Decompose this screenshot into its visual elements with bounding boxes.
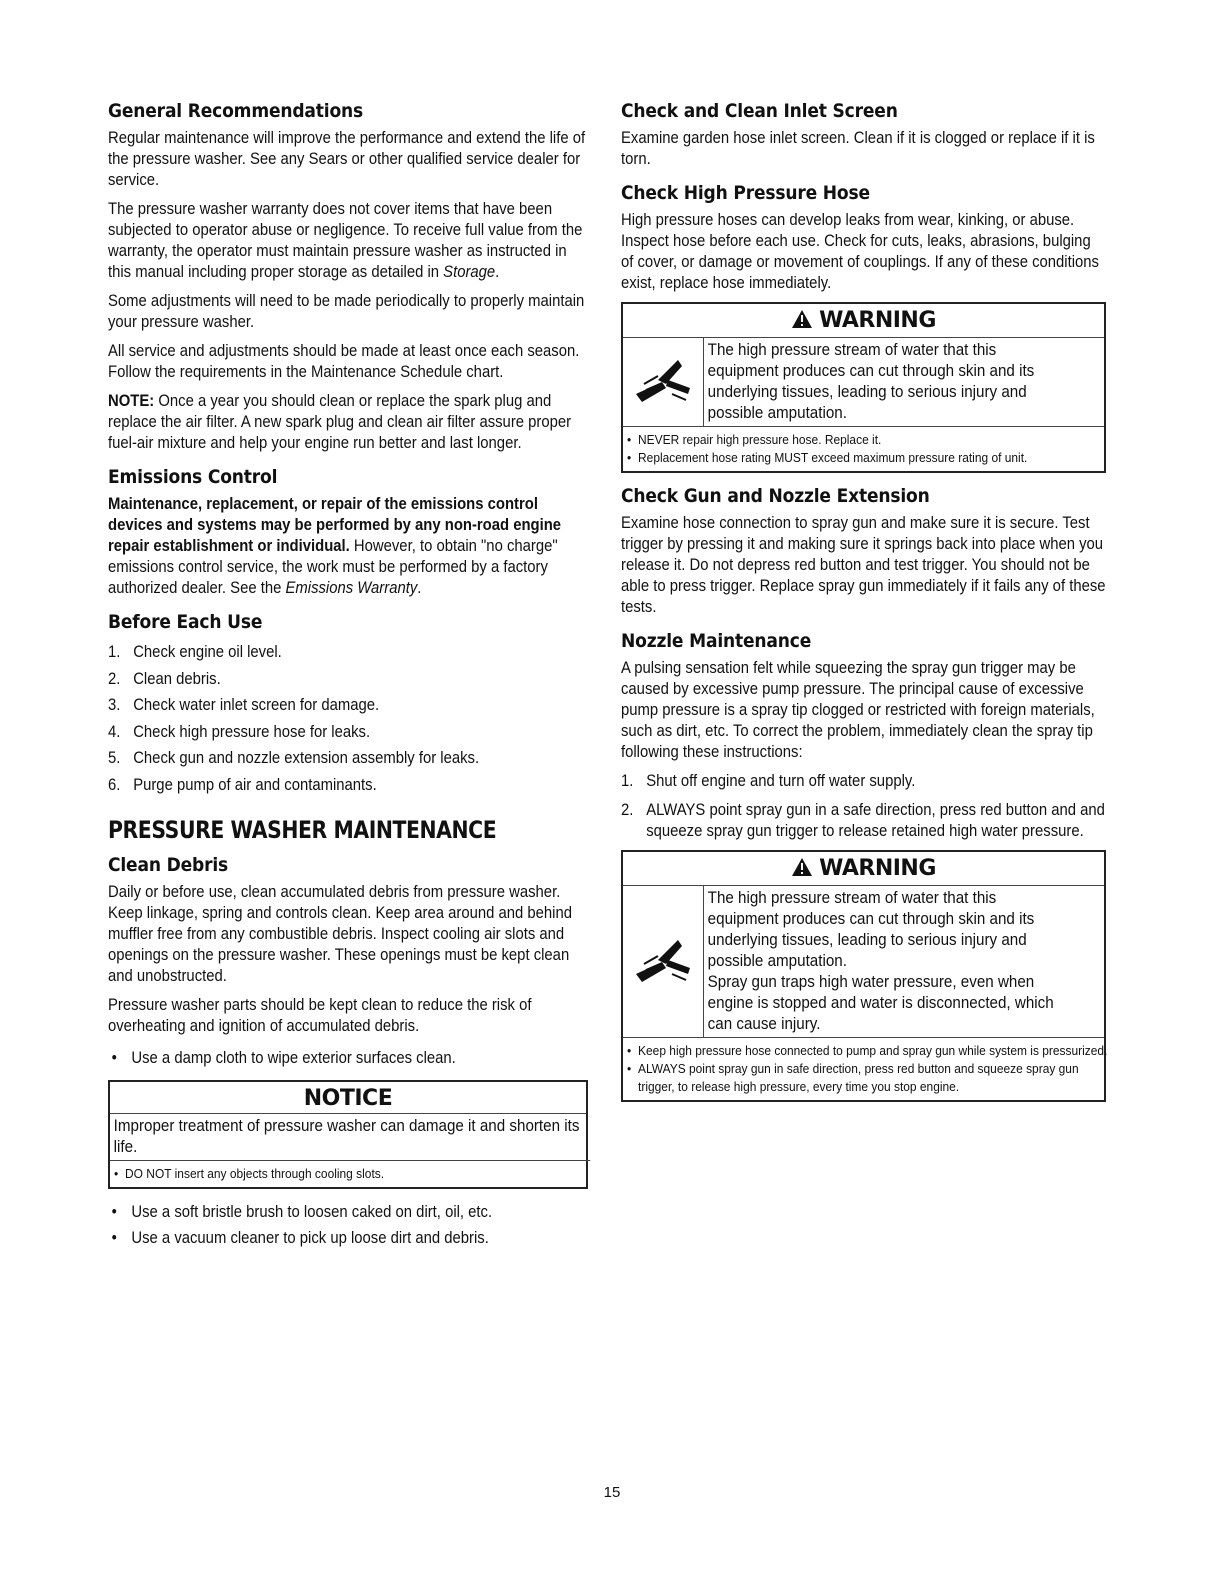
inlet-screen-paragraph: Examine garden hose inlet screen. Clean if it is clogged or replace if it is torn. [621,129,1095,168]
general-paragraph-3: Some adjustments will need to be made periodically to properly maintain your pressure washer. [108,292,585,331]
list-item [621,771,1106,792]
warning-items-1 [623,427,1104,471]
warning-title-1 [623,304,1104,338]
high-pressure-hose-paragraph: High pressure hoses can develop leaks from wear, kinking, or abuse. Inspect hose before each use. Check for cuts, leaks, abrasions, bulging of cover, or damage or movement of couplings. If any of these conditions exist, replace hose immediately. [621,211,1099,292]
nozzle-steps-list [621,771,1106,842]
list-item [108,745,588,772]
bullet-icon: • [627,1061,632,1076]
warning-triangle-icon [791,857,813,883]
step-number: 1. [108,643,121,661]
list-item [114,1165,590,1183]
bullet-icon: • [627,432,632,447]
step-text: ALWAYS point spray gun in a safe direction, press red button and and squeeze spray gun trigger to release retained high water pressure. [646,801,1105,840]
warning-box-2 [621,850,1106,1102]
step-number: 6. [108,775,121,794]
clean-debris-paragraph-2: Pressure washer parts should be kept clean to reduce the risk of overheating and ignition of accumulated debris. [108,996,532,1035]
list-item [627,1060,1108,1096]
warning-message-2 [704,886,1072,1037]
bullet-icon: • [111,1202,117,1221]
bullet-text: Use a damp cloth to wipe exterior surfaces clean. [131,1049,456,1067]
gun-nozzle-paragraph: Examine hose connection to spray gun and make sure it is secure. Test trigger by pressing it and making sure it springs back into place when you release it. Do not depress red button and test trigger. You should not be able to press trigger. Replace spray gun immediately if it fails any of these tests. [621,514,1106,616]
before-each-use-list [108,639,588,798]
before-each-use-section [108,611,588,798]
notice-title: NOTICE [110,1082,586,1114]
warning-body-2 [623,886,1104,1038]
step-number: 2. [621,801,634,819]
right-column [621,100,1106,1114]
list-item [108,1199,588,1226]
gun-nozzle-heading: Check Gun and Nozzle Extension [621,485,930,507]
bullet-icon: • [627,1043,632,1058]
step-text: Check engine oil level. [133,643,282,661]
step-number: 3. [108,696,121,714]
clean-debris-section [108,854,588,1252]
notice-message: Improper treatment of pressure washer can damage it and shorten its life. [110,1114,590,1161]
emissions-control-heading: Emissions Control [108,466,278,488]
step-text: Shut off engine and turn off water supply. [646,772,916,790]
page-number: 15 [603,1484,621,1501]
general-paragraph-1: Regular maintenance will improve the performance and extend the life of the pressure washer. See any Sears or other qualified service dealer for service. [108,129,586,189]
list-item [108,1225,588,1252]
clean-debris-bullets [108,1045,588,1072]
high-pressure-hose-heading: Check High Pressure Hose [621,182,870,204]
bullet-text: Use a soft bristle brush to loosen caked on dirt, oil, etc. [131,1202,493,1221]
pressure-washer-maintenance-title: PRESSURE WASHER MAINTENANCE [108,816,497,844]
warning-label: WARNING [819,856,936,881]
notice-item-text: DO NOT insert any objects through cooling slots. [125,1165,385,1181]
warning-triangle-icon [791,309,813,335]
step-text: Clean debris. [133,669,221,688]
list-item [108,772,588,799]
nozzle-maintenance-heading: Nozzle Maintenance [621,630,812,652]
gun-nozzle-section [621,485,1106,618]
storage-reference: Storage [443,263,496,281]
warning-items-2 [623,1038,1108,1100]
general-recommendations-section [108,100,588,454]
emissions-bold-text: Maintenance, replacement, or repair of the emissions control devices and systems may be performed by any non-road engine repair establishment or individual. [108,495,562,555]
step-number: 5. [108,749,121,767]
inlet-screen-section [621,100,1106,170]
step-text: Check water inlet screen for damage. [133,696,380,714]
general-paragraph-2-end: . [495,263,500,281]
emissions-normal-text: However, to obtain "no charge" emissions control service, the work must be performed by a factory authorized dealer. See the [108,537,558,597]
general-note [108,391,588,454]
warning-title-2 [623,852,1104,886]
bullet-icon: • [111,1229,117,1247]
warning-label: WARNING [819,308,936,333]
before-each-use-heading: Before Each Use [108,611,263,633]
warning-message-1: The high pressure stream of water that this equipment produces can cut through skin and its underlying tissues, leading to serious injury and possible amputation. [707,341,1035,422]
general-paragraph-2-text: The pressure washer warranty does not cover items that have been subjected to operator abuse or negligence. To receive full value from the warranty, the operator must maintain pressure washer as instructed in this manual including proper storage as detailed in [108,200,583,281]
note-label: NOTE: [108,392,155,410]
notice-items [110,1161,586,1187]
emissions-control-section [108,466,588,599]
general-recommendations-heading: General Recommendations [108,100,364,122]
list-item [627,449,1108,467]
list-item [108,666,588,693]
list-item [108,639,588,666]
step-text: Purge pump of air and contaminants. [133,775,377,794]
list-item [621,800,1106,842]
warning-message-2a: The high pressure stream of water that this equipment produces can cut through skin and its underlying tissues, leading to serious injury and possible amputation. [707,889,1035,970]
warning-item-text: Keep high pressure hose connected to pump and spray gun while system is pressurized. [638,1043,1108,1058]
warning-box-1 [621,302,1106,473]
bullet-icon: • [111,1049,117,1067]
note-text: Once a year you should clean or replace the spark plug and replace the air filter. A new spark plug and clean air filter assure proper fuel-air mixture and help your engine run better and last longer. [108,392,572,452]
high-pressure-hose-section [621,182,1106,473]
step-number: 2. [108,669,121,688]
bullet-icon: • [627,450,632,465]
step-number: 4. [108,722,121,741]
bullet-icon: • [114,1165,119,1181]
warning-body-1 [623,338,1104,427]
bullet-text: Use a vacuum cleaner to pick up loose dirt and debris. [131,1229,489,1247]
notice-box [108,1080,588,1189]
high-pressure-injection-hazard-icon [623,338,704,426]
warning-message-2b: Spray gun traps high water pressure, even when engine is stopped and water is disconnected, which can cause injury. [707,973,1054,1033]
step-text: Check gun and nozzle extension assembly for leaks. [133,749,480,767]
emissions-end: . [417,579,422,597]
clean-debris-paragraph-1: Daily or before use, clean accumulated debris from pressure washer. Keep linkage, spring and controls clean. Keep area around and behind muffler free from any combustible debris. Inspect cooling air slots and openings on the pressure washer. These openings must be kept clean and unobstructed. [108,883,572,985]
inlet-screen-heading: Check and Clean Inlet Screen [621,100,898,122]
after-notice-bullets [108,1199,588,1252]
nozzle-maintenance-section [621,630,1106,1102]
nozzle-maintenance-paragraph: A pulsing sensation felt while squeezing the spray gun trigger may be caused by excessive pump pressure. The principal cause of excessive pump pressure is a spray tip clogged or restricted with foreign materials, such as dirt, etc. To correct the problem, immediately clean the spray tip following these instructions: [621,659,1095,761]
step-text: Check high pressure hose for leaks. [133,722,371,741]
general-paragraph-4: All service and adjustments should be made at least once each season. Follow the requirements in the Maintenance Schedule chart. [108,342,580,381]
clean-debris-heading: Clean Debris [108,854,229,876]
list-item [627,1042,1108,1060]
emissions-paragraph [108,494,588,599]
step-number: 1. [621,772,634,790]
list-item [108,692,588,719]
left-column [108,100,588,1264]
list-item [627,431,1108,449]
warning-item-text: Replacement hose rating MUST exceed maximum pressure rating of unit. [638,450,1028,465]
warning-item-text: NEVER repair high pressure hose. Replace it. [638,432,882,447]
general-paragraph-2 [108,199,588,283]
list-item [108,1045,588,1072]
warning-item-text: ALWAYS point spray gun in safe direction, press red button and squeeze spray gun trigger, to release high pressure, every time you stop engine. [638,1061,1079,1094]
high-pressure-injection-hazard-icon [623,886,704,1037]
list-item [108,719,588,746]
emissions-warranty-reference: Emissions Warranty [285,579,418,597]
